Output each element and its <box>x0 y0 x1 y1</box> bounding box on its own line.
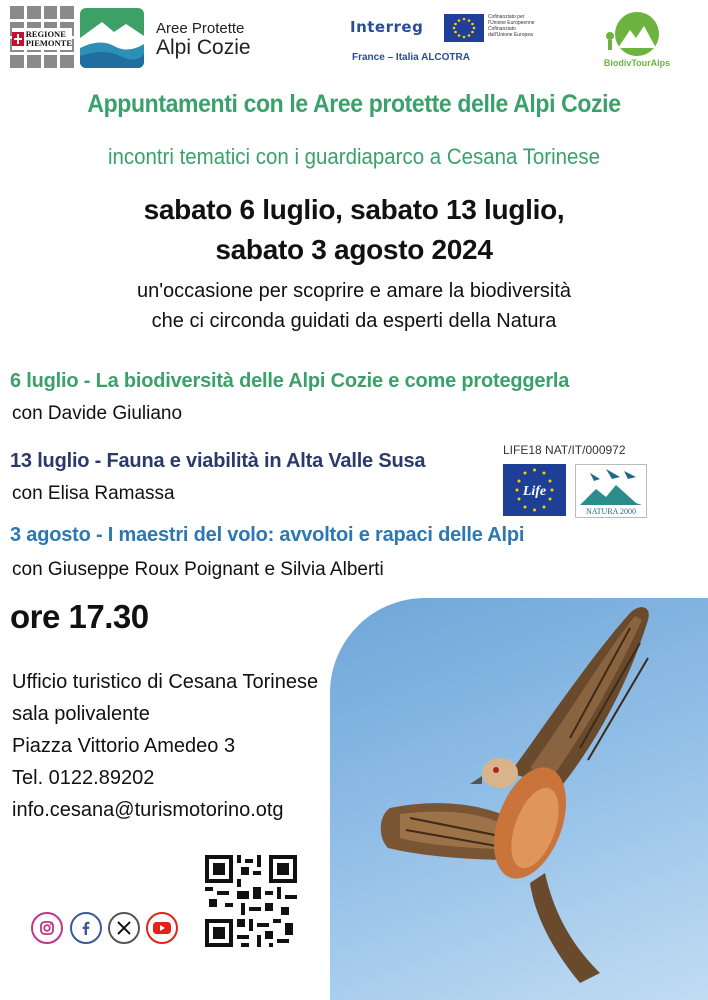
x-icon[interactable] <box>108 912 140 944</box>
occasion-line2: che ci circonda guidati da esperti della Natura <box>151 310 557 332</box>
event-3-title: 3 agosto - I maestri del volo: avvoltoi e rapaci delle Alpi <box>10 524 525 546</box>
eu-cofinanced-text: Cofinanziato per l'Unione Europeenne Cofinanziato dall'Unione Europea <box>488 14 535 38</box>
event-1-title: 6 luglio - La biodiversità delle Alpi Cozie e come proteggerla <box>10 370 570 392</box>
bearded-vulture-photo <box>330 598 708 1000</box>
main-title: Appuntamenti con le Aree protette delle Alpi Cozie <box>87 90 621 118</box>
alpi-cozie-mountain-logo <box>80 8 144 68</box>
regione-piemonte-logo <box>10 6 74 68</box>
qr-code[interactable] <box>205 855 297 947</box>
interreg-subtitle: France – Italia ALCOTRA <box>352 52 470 63</box>
venue-line3: Piazza Vittorio Amedeo 3 <box>12 735 236 757</box>
life-project-code: LIFE18 NAT/IT/000972 <box>503 443 626 457</box>
biodivtouralps-logo <box>598 10 676 68</box>
venue-info <box>12 666 318 826</box>
event-dates <box>0 190 708 270</box>
interreg-word: Interreg <box>350 18 424 36</box>
event-3-speaker: con Giuseppe Roux Poignant e Silvia Alberti <box>12 559 384 580</box>
interreg-alcotra-logo <box>350 14 536 74</box>
aree-protette-label: Aree Protette <box>156 20 245 37</box>
venue-phone[interactable]: Tel. 0122.89202 <box>12 767 155 789</box>
regione-flag-icon <box>12 32 24 46</box>
natura-2000-logo <box>575 464 647 518</box>
subtitle: incontri tematici con i guardiaparco a Cesana Torinese <box>107 144 601 169</box>
occasion-line1: un'occasione per scoprire e amare la biodiversità <box>136 280 572 302</box>
event-2-speaker: con Elisa Ramassa <box>12 483 175 504</box>
regione-line1: REGIONE <box>25 29 66 39</box>
event-time: ore 17.30 <box>10 598 149 635</box>
life-word: Life <box>522 484 547 499</box>
dates-line1: sabato 6 luglio, sabato 13 luglio, <box>143 194 565 225</box>
venue-email[interactable]: info.cesana@turismotorino.otg <box>12 799 284 821</box>
alpi-cozie-label: Alpi Cozie <box>156 36 251 59</box>
venue-line2: sala polivalente <box>12 703 150 725</box>
event-2-title: 13 luglio - Fauna e viabilità in Alta Valle Susa <box>10 450 426 472</box>
eu-flag-icon <box>444 14 484 42</box>
facebook-icon[interactable] <box>70 912 102 944</box>
event-1-speaker: con Davide Giuliano <box>12 403 183 424</box>
dates-line2: sabato 3 agosto 2024 <box>215 234 493 265</box>
venue-line1: Ufficio turistico di Cesana Torinese <box>12 671 319 693</box>
natura-word: NATURA 2000 <box>585 507 637 516</box>
life-logo <box>503 464 566 516</box>
youtube-icon[interactable] <box>146 912 178 944</box>
regione-line2: PIEMONTE <box>25 38 72 48</box>
instagram-icon[interactable] <box>31 912 63 944</box>
occasion-text <box>0 276 708 336</box>
biodivtouralps-label: BiodivTourAlps <box>603 58 671 68</box>
